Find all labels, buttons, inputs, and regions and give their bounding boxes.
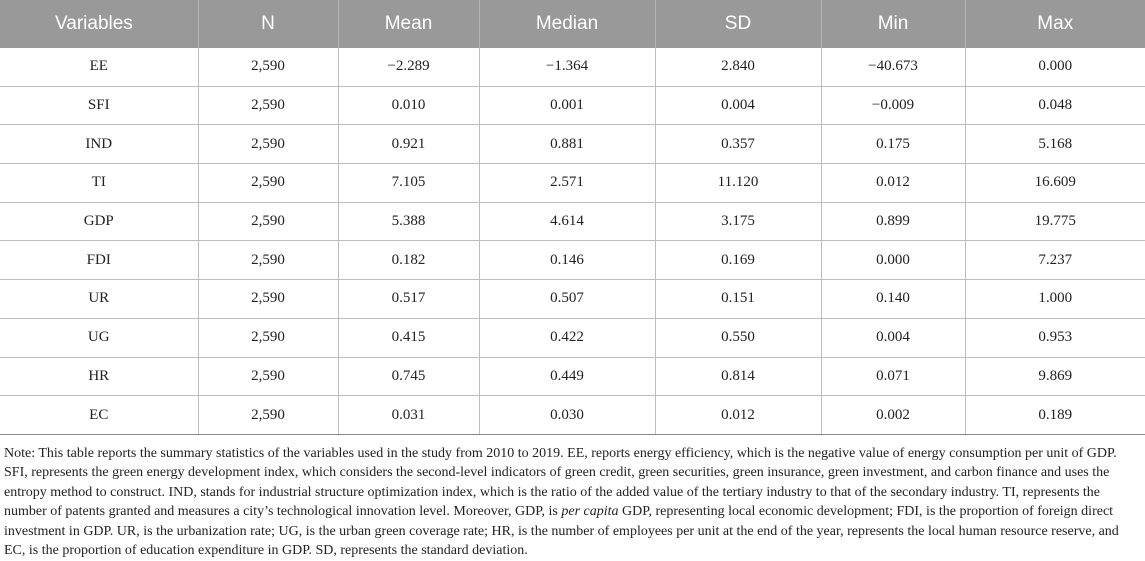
cell-sd: 0.814 — [655, 357, 821, 396]
cell-n: 2,590 — [198, 357, 338, 396]
cell-median: 0.001 — [479, 86, 655, 125]
table-body — [0, 48, 1145, 434]
cell-min: −40.673 — [821, 48, 965, 86]
note-text-part1: Note: This table reports the summary statistics of the variables used in the study from 2010 to 2019. EE, reports energy efficiency, which is the negative value of energy consumption per unit of GDP. SFI, represents the green energy development index, which considers the second-level indicators of green credit, green securities, green insurance, green investment, and carbon finance and uses the entropy method to construct. IND, stands for industrial structure optimization index, which is the ratio of the added value of the tertiary industry to that of the secondary industry. TI, represents the number of patents granted and measures a city’s technological innovation level. Moreover, GDP, is — [4, 445, 1117, 520]
cell-median: 0.507 — [479, 280, 655, 319]
header-median: Median — [479, 0, 655, 48]
table-row — [0, 86, 1145, 125]
cell-median: 0.146 — [479, 241, 655, 280]
cell-max: 0.000 — [965, 48, 1145, 86]
cell-sd: 0.550 — [655, 318, 821, 357]
table-row — [0, 48, 1145, 86]
cell-median: −1.364 — [479, 48, 655, 86]
cell-sd: 11.120 — [655, 164, 821, 203]
cell-max: 1.000 — [965, 280, 1145, 319]
cell-median: 0.422 — [479, 318, 655, 357]
cell-n: 2,590 — [198, 241, 338, 280]
table-row — [0, 125, 1145, 164]
cell-max: 9.869 — [965, 357, 1145, 396]
table-row — [0, 202, 1145, 241]
cell-n: 2,590 — [198, 164, 338, 203]
cell-mean: 0.182 — [338, 241, 479, 280]
table-header-row — [0, 0, 1145, 48]
cell-mean: 0.010 — [338, 86, 479, 125]
cell-median: 0.030 — [479, 396, 655, 435]
table-row — [0, 280, 1145, 319]
header-n: N — [198, 0, 338, 48]
cell-variable: UG — [0, 318, 198, 357]
header-min: Min — [821, 0, 965, 48]
cell-variable: EC — [0, 396, 198, 435]
note-text-part2: GDP, representing local economic development; FDI, is the proportion of foreign direct investment in GDP. UR, is the urbanization rate; UG, is the urban green coverage rate; HR, is the number of employees per unit at the end of the year, represents the local human resource reserve, and EC, is the proportion of education expenditure in GDP. SD, represents the standard deviation. — [4, 504, 1119, 558]
cell-median: 0.881 — [479, 125, 655, 164]
cell-n: 2,590 — [198, 318, 338, 357]
cell-variable: HR — [0, 357, 198, 396]
cell-min: 0.012 — [821, 164, 965, 203]
header-sd: SD — [655, 0, 821, 48]
cell-mean: 0.517 — [338, 280, 479, 319]
cell-n: 2,590 — [198, 48, 338, 86]
cell-sd: 0.004 — [655, 86, 821, 125]
cell-min: 0.175 — [821, 125, 965, 164]
cell-sd: 0.357 — [655, 125, 821, 164]
cell-mean: 0.745 — [338, 357, 479, 396]
cell-sd: 2.840 — [655, 48, 821, 86]
header-max: Max — [965, 0, 1145, 48]
cell-variable: FDI — [0, 241, 198, 280]
cell-n: 2,590 — [198, 125, 338, 164]
cell-mean: −2.289 — [338, 48, 479, 86]
cell-max: 0.189 — [965, 396, 1145, 435]
cell-median: 4.614 — [479, 202, 655, 241]
cell-max: 7.237 — [965, 241, 1145, 280]
cell-min: 0.140 — [821, 280, 965, 319]
cell-n: 2,590 — [198, 86, 338, 125]
header-variables: Variables — [0, 0, 198, 48]
cell-min: 0.002 — [821, 396, 965, 435]
cell-median: 2.571 — [479, 164, 655, 203]
cell-median: 0.449 — [479, 357, 655, 396]
table-note — [0, 435, 1145, 560]
cell-variable: GDP — [0, 202, 198, 241]
cell-sd: 3.175 — [655, 202, 821, 241]
cell-min: 0.899 — [821, 202, 965, 241]
header-mean: Mean — [338, 0, 479, 48]
table-row — [0, 396, 1145, 435]
cell-min: 0.071 — [821, 357, 965, 396]
cell-n: 2,590 — [198, 280, 338, 319]
cell-variable: TI — [0, 164, 198, 203]
cell-sd: 0.169 — [655, 241, 821, 280]
cell-variable: SFI — [0, 86, 198, 125]
cell-max: 19.775 — [965, 202, 1145, 241]
table-row — [0, 318, 1145, 357]
table-row — [0, 164, 1145, 203]
cell-max: 0.953 — [965, 318, 1145, 357]
cell-mean: 5.388 — [338, 202, 479, 241]
cell-mean: 0.415 — [338, 318, 479, 357]
cell-mean: 0.031 — [338, 396, 479, 435]
table-row — [0, 357, 1145, 396]
cell-max: 0.048 — [965, 86, 1145, 125]
cell-sd: 0.151 — [655, 280, 821, 319]
cell-max: 5.168 — [965, 125, 1145, 164]
cell-min: −0.009 — [821, 86, 965, 125]
cell-variable: UR — [0, 280, 198, 319]
note-italic-per-capita: per capita — [561, 504, 619, 520]
cell-sd: 0.012 — [655, 396, 821, 435]
cell-n: 2,590 — [198, 396, 338, 435]
cell-variable: EE — [0, 48, 198, 86]
cell-max: 16.609 — [965, 164, 1145, 203]
cell-n: 2,590 — [198, 202, 338, 241]
cell-mean: 7.105 — [338, 164, 479, 203]
cell-min: 0.000 — [821, 241, 965, 280]
cell-variable: IND — [0, 125, 198, 164]
cell-min: 0.004 — [821, 318, 965, 357]
cell-mean: 0.921 — [338, 125, 479, 164]
table-row — [0, 241, 1145, 280]
